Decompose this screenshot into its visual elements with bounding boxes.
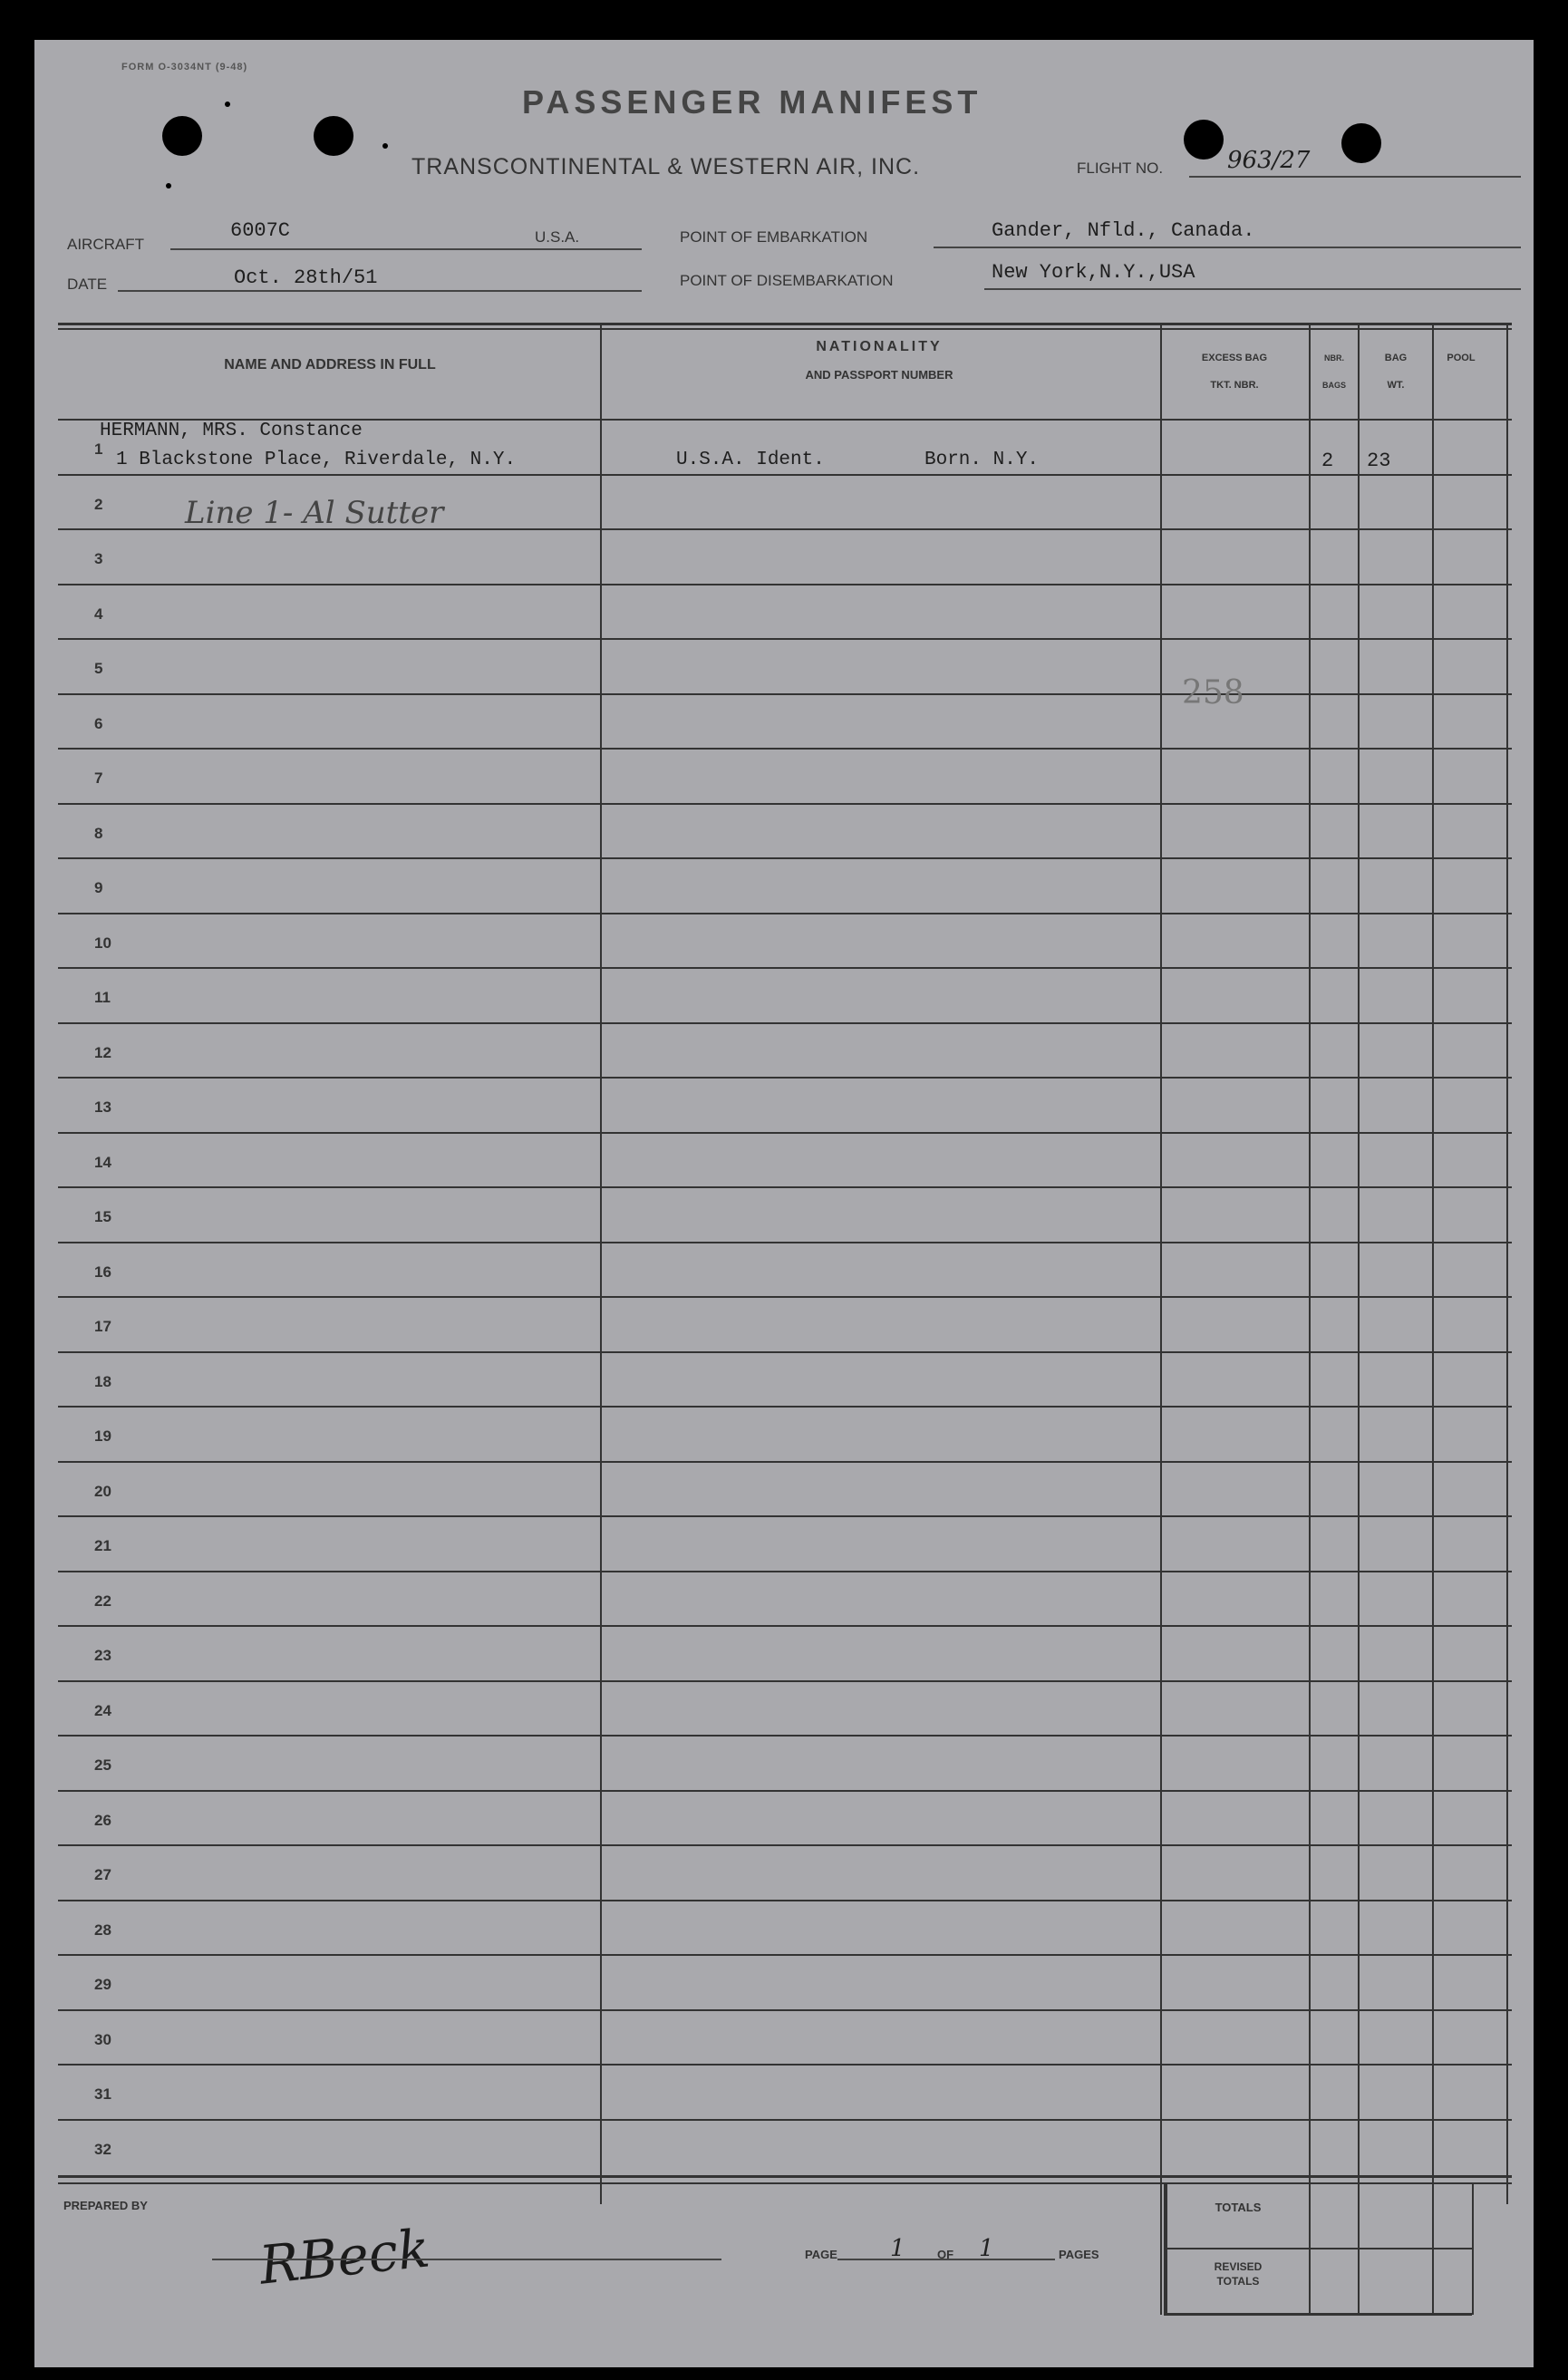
page-title: PASSENGER MANIFEST [522,83,982,121]
row-number: 8 [94,824,103,842]
row-number: 2 [94,495,103,513]
row-number: 11 [94,989,111,1006]
page-label: PAGE [805,2248,837,2261]
row-number: 17 [94,1318,111,1335]
row-number: 32 [94,2140,111,2158]
row-number: 18 [94,1372,111,1390]
table-row-line [58,1461,1512,1463]
row-number: 31 [94,2085,111,2103]
row-number: 3 [94,550,103,567]
manifest-page [34,40,1534,2367]
passenger-1-address: 1 Blackstone Place, Riverdale, N.Y. [116,450,517,470]
page-total: 1 [979,2235,994,2262]
table-row-line [58,967,1512,969]
table-row-line [58,1954,1512,1956]
pages-label: PAGES [1059,2248,1099,2261]
row-number: 4 [94,605,103,623]
row-number: 9 [94,879,103,896]
aircraft-value: 6007C [230,219,291,242]
flight-number-value: 963/27 [1227,147,1311,174]
column-header-nbr: NBR. [1324,353,1344,363]
table-row-line [58,1242,1512,1243]
handwritten-note: Line 1- Al Sutter [185,495,444,531]
table-row-line [58,1790,1512,1792]
table-row-line [58,1680,1512,1682]
table-row-line [58,1351,1512,1353]
column-header-bags: BAGS [1321,381,1346,390]
column-header-ticket-number: TKT. NBR. [1210,380,1259,391]
aircraft-country: U.S.A. [535,228,580,246]
row-number: 5 [94,660,103,677]
row-number: 24 [94,1701,111,1719]
table-row-line [58,693,1512,695]
disembarkation-label: POINT OF DISEMBARKATION [680,272,894,289]
table-row-line [58,1132,1512,1134]
row-number: 28 [94,1920,111,1939]
table-row-line [58,1625,1512,1627]
passenger-1-birthplace: Born. N.Y. [924,450,1040,470]
row-number: 21 [94,1537,111,1554]
ink-speck [166,183,171,189]
row-number: 29 [94,1976,111,1993]
row-number: 26 [94,1811,111,1829]
row-number: 27 [94,1866,111,1883]
punch-hole [1341,123,1381,163]
column-header-bag: BAG [1384,353,1408,363]
table-row-line [58,1515,1512,1517]
row-number: 13 [94,1098,111,1116]
table-row-line [58,913,1512,914]
aircraft-label: AIRCRAFT [67,236,144,253]
row-number: 19 [94,1427,111,1445]
table-row-line [58,748,1512,750]
passenger-1-nationality: U.S.A. Ident. [676,450,825,470]
row-number: 22 [94,1592,111,1610]
page-number: 1 [890,2235,905,2262]
row-number: 6 [94,714,103,732]
of-label: OF [937,2248,954,2261]
table-row-line [58,1296,1512,1298]
row-number: 10 [94,934,111,952]
row-number: 20 [94,1482,111,1500]
revised-totals-label: TOTALS [1216,2275,1260,2288]
table-row-line [58,1571,1512,1572]
row-number: 14 [94,1153,111,1171]
ink-speck [382,143,388,149]
table-row-line [58,2009,1512,2011]
punch-hole [1184,120,1224,160]
passenger-1-name: HERMANN, MRS. Constance [100,421,363,441]
column-header-pool: POOL [1447,353,1476,363]
table-row-line [58,1735,1512,1737]
table-row-line [58,803,1512,805]
table-row-line [58,584,1512,585]
date-value: Oct. 28th/51 [234,266,378,289]
embarkation-label: POINT OF EMBARKATION [680,228,868,246]
column-header-name: NAME AND ADDRESS IN FULL [224,357,436,372]
row-number: 30 [94,2030,111,2048]
stamped-number: 258 [1182,674,1244,711]
signature: RBeck [256,2217,433,2297]
row-number: 15 [94,1208,111,1225]
totals-label: TOTALS [1215,2201,1262,2214]
table-row-line [58,1844,1512,1846]
table-row-line [58,1900,1512,1901]
date-label: DATE [67,276,108,293]
column-header-weight: WT. [1387,380,1405,391]
flight-number-label: FLIGHT NO. [1077,160,1164,177]
table-row-line [58,857,1512,859]
column-header-excess-bag: EXCESS BAG [1201,353,1268,363]
table-row-line [58,1406,1512,1408]
table-row-line [58,2119,1512,2121]
row-number: 16 [94,1263,111,1281]
embarkation-value: Gander, Nfld., Canada. [992,219,1255,242]
passenger-1-bags: 2 [1321,450,1334,472]
ink-speck [225,102,230,107]
column-header-nationality: NATIONALITY [816,339,943,354]
table-row-line [58,1022,1512,1024]
table-row-line [58,2064,1512,2066]
company-name: TRANSCONTINENTAL & WESTERN AIR, INC. [411,154,921,179]
table-row-line [58,1186,1512,1188]
row-number: 25 [94,1756,111,1774]
table-row-line [58,1077,1512,1079]
form-number: FORM O-3034NT (9-48) [121,62,248,73]
punch-hole [314,116,353,156]
punch-hole [162,116,202,156]
table-row-line [58,474,1512,476]
row-number: 12 [94,1043,111,1061]
row-number: 1 [94,440,103,458]
revised-label: REVISED [1214,2260,1263,2273]
row-number: 7 [94,769,103,787]
column-header-passport: AND PASSPORT NUMBER [805,368,953,382]
prepared-by-label: PREPARED BY [63,2199,148,2212]
passenger-1-weight: 23 [1367,450,1391,472]
disembarkation-value: New York,N.Y.,USA [992,261,1195,284]
table-row-line [58,638,1512,640]
row-number: 23 [94,1647,111,1664]
